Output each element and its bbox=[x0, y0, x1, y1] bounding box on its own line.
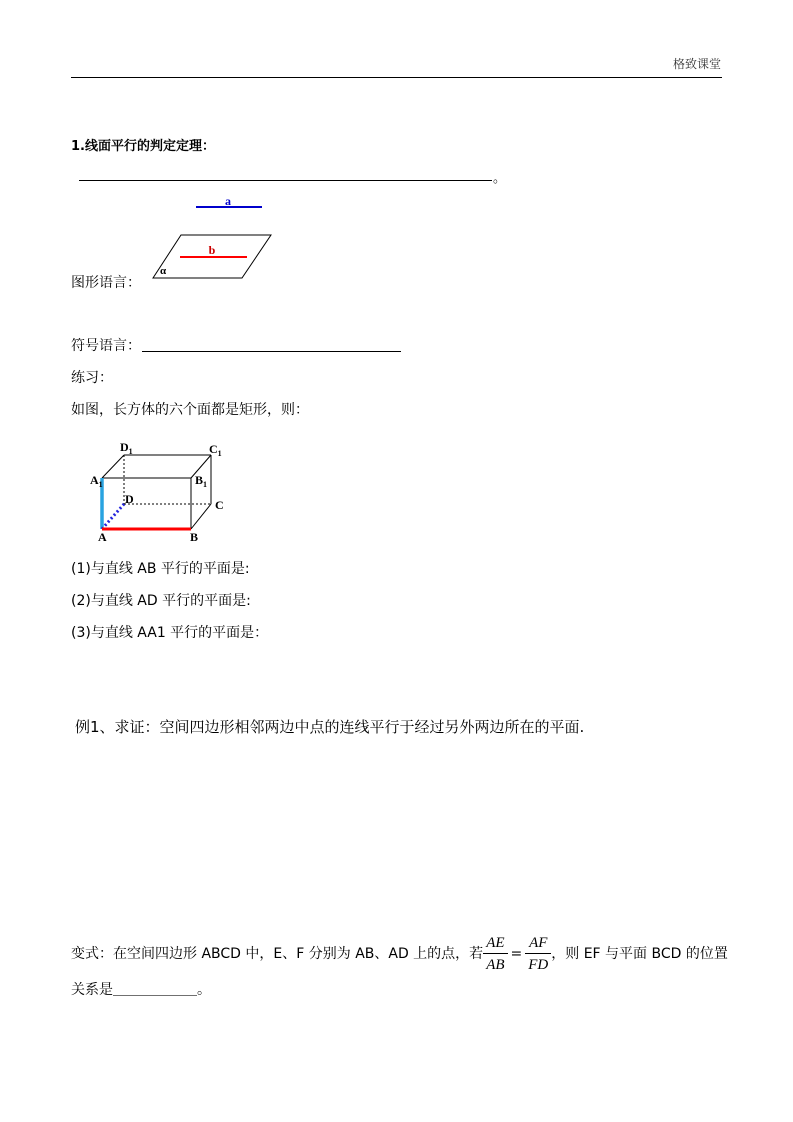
frac1-numerator: AE bbox=[483, 934, 507, 954]
label-a: A bbox=[98, 530, 107, 544]
line-b-label: b bbox=[208, 243, 216, 257]
exercise-intro: 如图，长方体的六个面都是矩形，则： bbox=[71, 402, 309, 418]
line-a-label: a bbox=[225, 194, 231, 208]
symbol-language-blank bbox=[142, 351, 401, 352]
answer-blanks: ＿＿＿＿＿＿ bbox=[113, 982, 197, 998]
label-c1: $C_1$ bbox=[209, 442, 222, 458]
variant-line-2 bbox=[71, 980, 726, 1000]
variant-part2: ，则 EF 与平面 BCD 的位置 bbox=[551, 946, 728, 962]
plane-alpha-label: α bbox=[160, 265, 167, 277]
variant-line-1 bbox=[71, 934, 726, 974]
theorem-blank-end: 。 bbox=[493, 171, 507, 186]
fraction-af-fd bbox=[525, 934, 551, 974]
edge-b-c bbox=[191, 504, 211, 529]
variant-part3: 关系是 bbox=[71, 982, 113, 998]
exercise-title: 练习： bbox=[71, 370, 113, 386]
equals-sign: = bbox=[510, 946, 523, 962]
edge-a1-d1 bbox=[102, 455, 124, 478]
example-1: 例1、求证：空间四边形相邻两边中点的连线平行于经过另外两边所在的平面. bbox=[75, 718, 585, 736]
section-title: 1.线面平行的判定定理： bbox=[71, 139, 215, 154]
header-brand: 格致课堂 bbox=[672, 57, 721, 71]
question-2: (2)与直线 AD 平行的平面是: bbox=[71, 593, 251, 609]
edge-a-d bbox=[102, 504, 124, 529]
frac1-denominator: AB bbox=[486, 957, 505, 973]
plane-figure bbox=[150, 192, 280, 282]
label-c: C bbox=[215, 498, 224, 512]
label-d1: $D_1$ bbox=[120, 440, 133, 456]
label-b1: $B_1$ bbox=[195, 473, 208, 489]
header-rule bbox=[71, 77, 722, 78]
figure-language-label: 图形语言： bbox=[71, 275, 141, 291]
frac2-numerator: AF bbox=[525, 934, 551, 954]
label-d: D bbox=[125, 492, 134, 506]
variant-problem bbox=[71, 934, 726, 1000]
symbol-language-label: 符号语言： bbox=[71, 338, 141, 354]
frac2-denominator: FD bbox=[528, 957, 549, 973]
theorem-blank-line bbox=[79, 180, 492, 181]
fraction-ae-ab bbox=[483, 934, 507, 974]
cuboid-figure bbox=[88, 436, 233, 546]
label-b: B bbox=[190, 530, 199, 544]
question-3: (3)与直线 AA1 平行的平面是： bbox=[71, 625, 269, 641]
question-1: (1)与直线 AB 平行的平面是: bbox=[71, 561, 250, 577]
variant-part1: 变式：在空间四边形 ABCD 中，E、F 分别为 AB、AD 上的点，若 bbox=[71, 946, 484, 962]
label-a1: $A_1$ bbox=[90, 473, 103, 489]
variant-end: 。 bbox=[197, 982, 211, 998]
